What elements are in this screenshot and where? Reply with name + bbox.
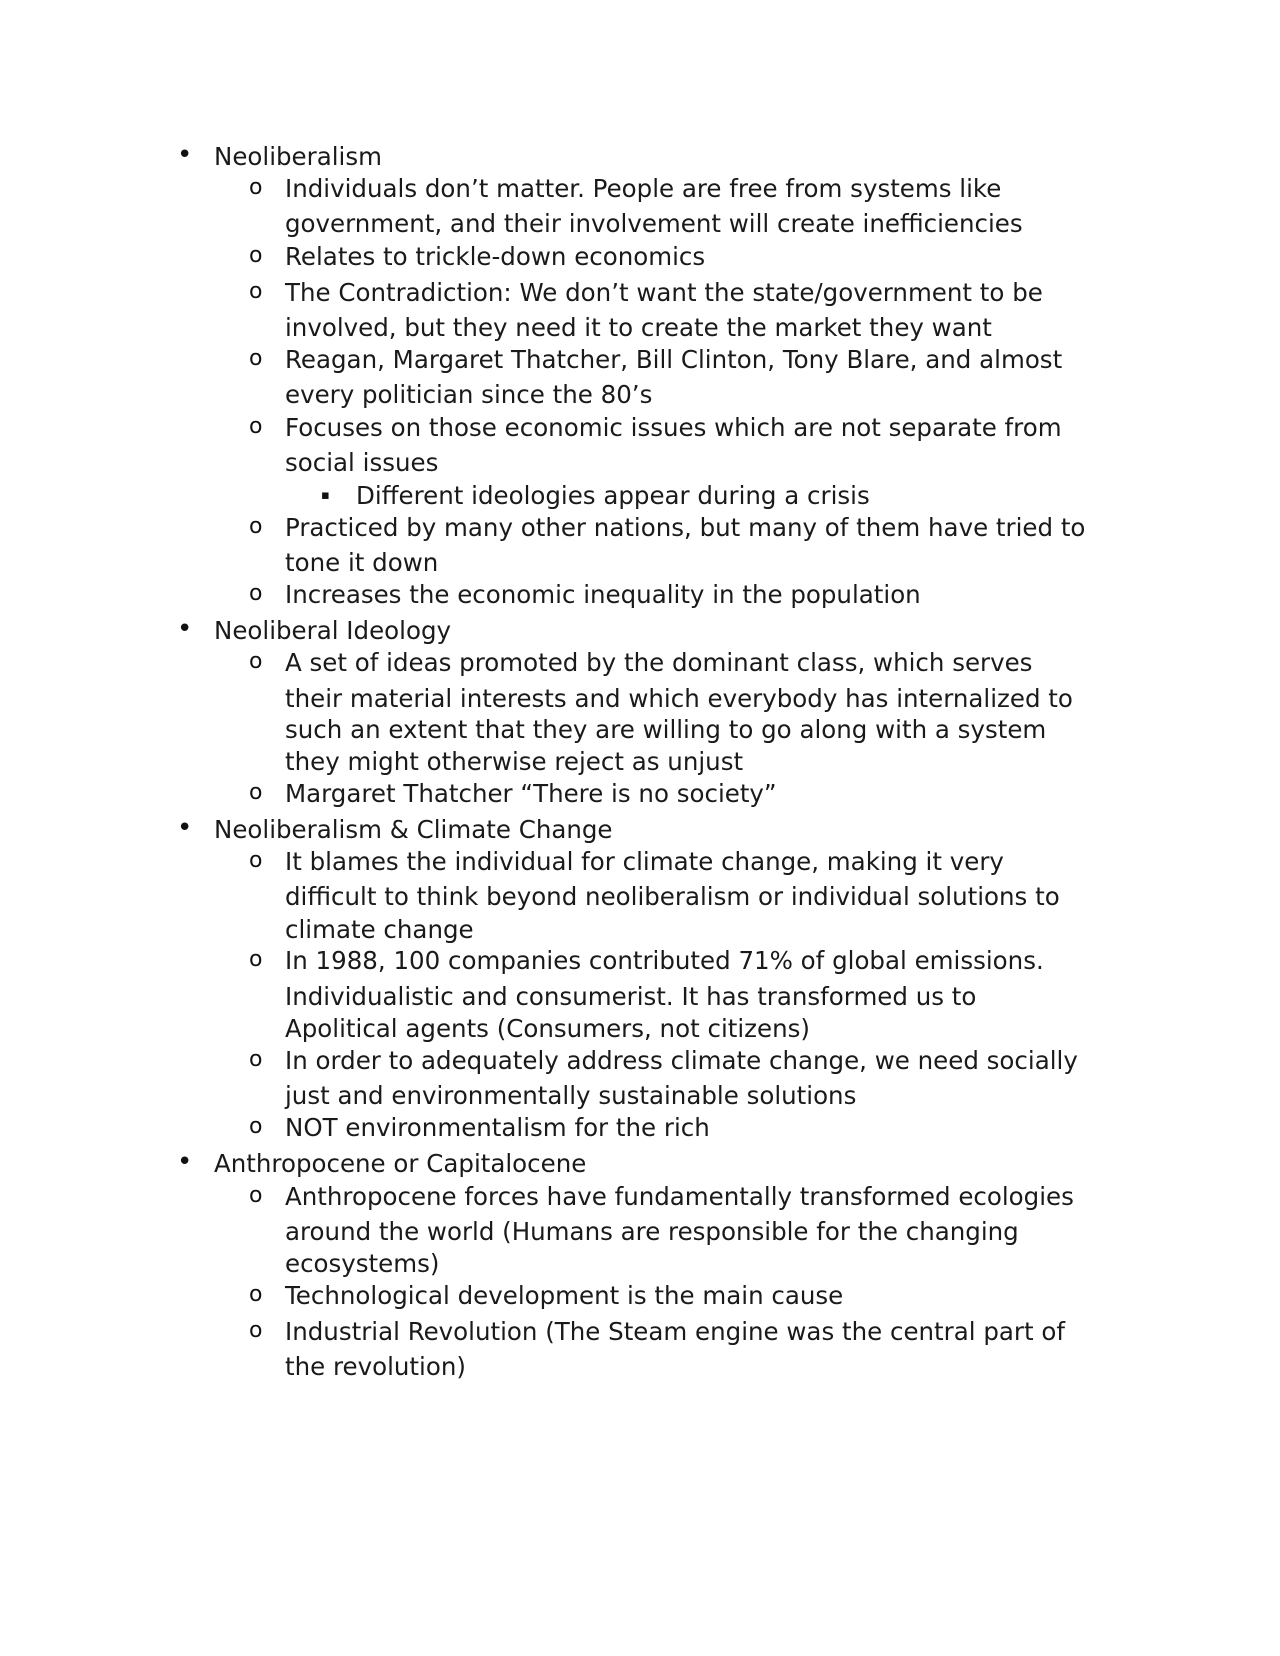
bullet-level2-icon: o	[249, 848, 263, 873]
bullet-level1-icon: •	[177, 1147, 193, 1177]
outline-item-level2-text: Apolitical agents (Consumers, not citizens)	[285, 1014, 810, 1043]
bullet-level2-icon: o	[249, 780, 263, 805]
outline-item-level3-text: Different ideologies appear during a crisis	[356, 481, 870, 510]
outline-item-level2-text: Individualistic and consumerist. It has transformed us to	[285, 982, 977, 1011]
bullet-level1-icon: •	[177, 140, 193, 170]
bullet-level2-icon: o	[249, 1183, 263, 1208]
bullet-level1-icon: •	[177, 813, 193, 843]
bullet-level2-icon: o	[249, 414, 263, 439]
outline-item-level2-text: Anthropocene forces have fundamentally transformed ecologies	[285, 1182, 1074, 1211]
bullet-level2-icon: o	[249, 1047, 263, 1072]
outline-item-level2-text: NOT environmentalism for the rich	[285, 1113, 710, 1142]
outline-item-level2-text: It blames the individual for climate change, making it very	[285, 847, 1004, 876]
bullet-level2-icon: o	[249, 175, 263, 200]
outline-item-level1-text: Neoliberalism & Climate Change	[214, 815, 613, 844]
bullet-level1-icon: •	[177, 614, 193, 644]
bullet-level2-icon: o	[249, 947, 263, 972]
outline-item-level2-text: climate change	[285, 915, 474, 944]
outline-item-level2-text: Focuses on those economic issues which are not separate from	[285, 413, 1062, 442]
bullet-level2-icon: o	[249, 581, 263, 606]
outline-item-level1-text: Neoliberal Ideology	[214, 616, 451, 645]
bullet-level2-icon: o	[249, 1318, 263, 1343]
bullet-level2-icon: o	[249, 243, 263, 268]
outline-item-level2-text: Technological development is the main cause	[285, 1281, 844, 1310]
bullet-level2-icon: o	[249, 649, 263, 674]
bullet-level2-icon: o	[249, 279, 263, 304]
outline-item-level2-text: difficult to think beyond neoliberalism or individual solutions to	[285, 882, 1060, 911]
outline-item-level2-text: In order to adequately address climate change, we need socially	[285, 1046, 1078, 1075]
bullet-level2-icon: o	[249, 346, 263, 371]
outline-item-level2-text: social issues	[285, 448, 439, 477]
outline-item-level2-text: every politician since the 80’s	[285, 380, 653, 409]
bullet-level2-icon: o	[249, 514, 263, 539]
outline-item-level2-text: Individuals don’t matter. People are free from systems like	[285, 174, 1002, 203]
outline-item-level2-text: Reagan, Margaret Thatcher, Bill Clinton, Tony Blare, and almost	[285, 345, 1063, 374]
outline-item-level2-text: just and environmentally sustainable solutions	[285, 1081, 857, 1110]
outline-item-level2-text: Industrial Revolution (The Steam engine was the central part of	[285, 1317, 1065, 1346]
outline-item-level2-text: In 1988, 100 companies contributed 71% of global emissions.	[285, 946, 1044, 975]
bullet-level3-icon: ▪	[321, 488, 330, 503]
outline-item-level2-text: government, and their involvement will create inefficiencies	[285, 209, 1023, 238]
outline-item-level2-text: tone it down	[285, 548, 439, 577]
outline-item-level2-text: they might otherwise reject as unjust	[285, 747, 744, 776]
outline-item-level2-text: The Contradiction: We don’t want the state/government to be	[285, 278, 1043, 307]
outline-item-level2-text: Practiced by many other nations, but many of them have tried to	[285, 513, 1086, 542]
outline-item-level2-text: the revolution)	[285, 1352, 466, 1381]
outline-item-level2-text: Margaret Thatcher “There is no society”	[285, 779, 777, 808]
outline-item-level2-text: their material interests and which everybody has internalized to	[285, 684, 1073, 713]
outline-item-level2-text: Increases the economic inequality in the population	[285, 580, 921, 609]
bullet-level2-icon: o	[249, 1114, 263, 1139]
outline-item-level2-text: around the world (Humans are responsible for the changing	[285, 1217, 1019, 1246]
outline-item-level1-text: Neoliberalism	[214, 142, 382, 171]
outline-item-level2-text: Relates to trickle-down economics	[285, 242, 706, 271]
outline-item-level2-text: involved, but they need it to create the market they want	[285, 313, 992, 342]
outline-item-level1-text: Anthropocene or Capitalocene	[214, 1149, 587, 1178]
outline-item-level2-text: ecosystems)	[285, 1249, 440, 1278]
outline-item-level2-text: A set of ideas promoted by the dominant class, which serves	[285, 648, 1033, 677]
bullet-level2-icon: o	[249, 1282, 263, 1307]
outline-item-level2-text: such an extent that they are willing to go along with a system	[285, 715, 1047, 744]
